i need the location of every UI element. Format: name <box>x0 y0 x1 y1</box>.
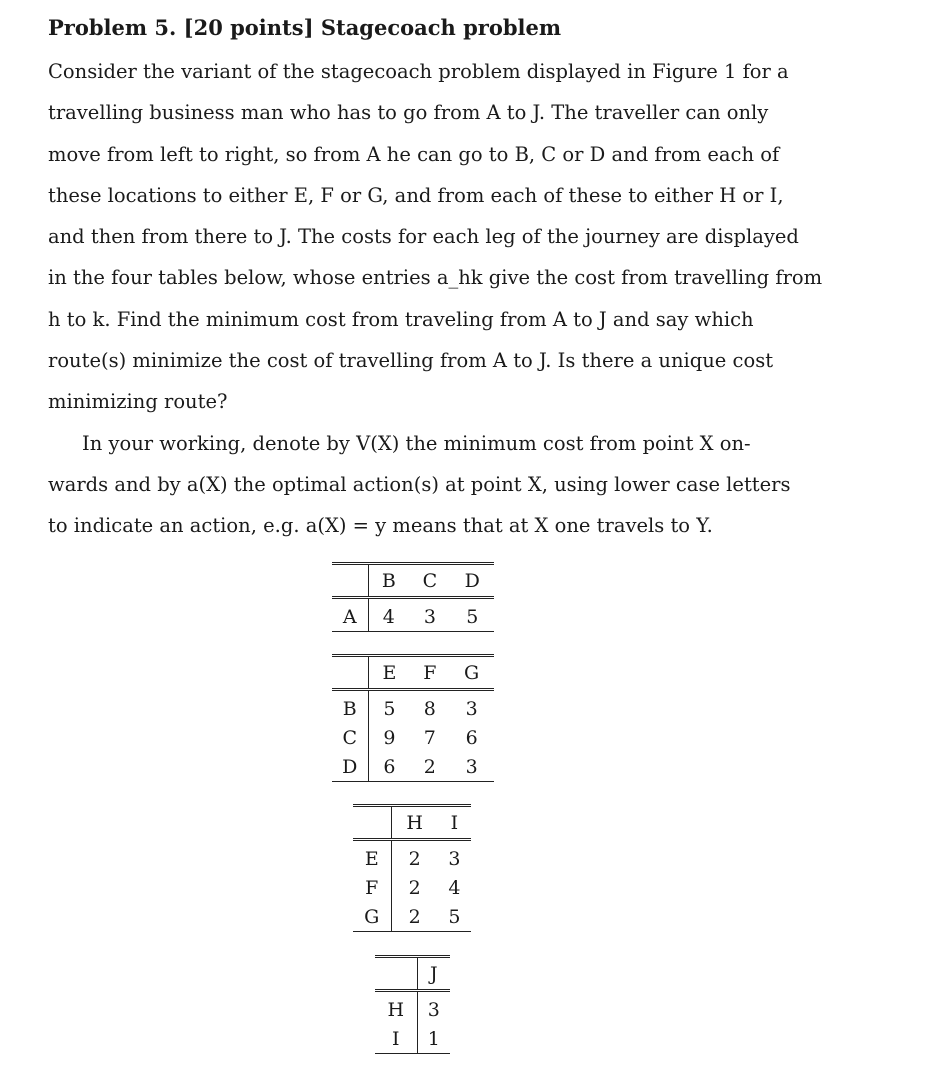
table-cell: 2 <box>410 752 449 782</box>
table-cell: 4 <box>448 876 461 899</box>
table-row <box>375 991 450 1025</box>
table-cell: 3 <box>427 998 440 1021</box>
text-line: to indicate an action, e.g. a(X) = y means that at X one travels to Y. <box>48 514 713 538</box>
text-line: h to k. Find the minimum cost from traveling from A to J and say which <box>48 307 754 331</box>
problem-paragraph-2 <box>48 423 791 547</box>
table-cell: 6 <box>465 726 478 749</box>
cost-table-efg <box>353 804 471 932</box>
text-line: and then from there to J. The costs for each leg of the journey are displayed <box>48 225 799 249</box>
table-cell: 5 <box>451 598 494 632</box>
column-header: J <box>417 957 450 991</box>
table-cell: 5 <box>438 902 471 932</box>
column-header: I <box>438 806 471 840</box>
text-line: Consider the variant of the stagecoach problem displayed in Figure 1 for a <box>48 60 789 83</box>
column-header: H <box>391 806 438 840</box>
table-row <box>353 902 471 932</box>
text-line: these locations to either E, F or G, and from each of these to either H or I, <box>48 183 784 207</box>
table-cell: 3 <box>409 598 450 632</box>
table-cell: 8 <box>423 697 436 720</box>
cost-table-bcd <box>332 654 494 782</box>
column-header: E <box>368 656 410 690</box>
table-cell: 3 <box>448 847 461 870</box>
cost-table-a <box>332 562 494 632</box>
column-header: D <box>451 564 494 598</box>
table-row <box>332 723 494 752</box>
problem-title: Problem 5. [20 points] Stagecoach problem <box>48 15 562 40</box>
table-cell: 2 <box>408 847 421 870</box>
cost-table-hi <box>375 955 450 1054</box>
table-cell: 2 <box>391 902 438 932</box>
table-cell: 3 <box>449 752 494 782</box>
table-cell: 1 <box>417 1024 450 1054</box>
table-cell: 2 <box>408 876 421 899</box>
table-row <box>332 752 494 782</box>
text-line: minimizing route? <box>48 390 228 414</box>
row-header: B <box>332 690 368 724</box>
text-line: travelling business man who has to go from A to J. The traveller can only <box>48 101 769 125</box>
row-header: F <box>353 873 391 902</box>
problem-document <box>48 12 823 547</box>
row-header: C <box>332 723 368 752</box>
column-header: F <box>410 656 449 690</box>
row-header: E <box>353 840 391 874</box>
column-header: G <box>449 656 494 690</box>
text-line: wards and by a(X) the optimal action(s) at point X, using lower case letters <box>48 472 791 496</box>
row-header: I <box>375 1024 417 1054</box>
text-line: route(s) minimize the cost of travelling from A to J. Is there a unique cost <box>48 349 774 373</box>
column-header: B <box>368 564 409 598</box>
table-cell: 3 <box>465 697 478 720</box>
column-header: C <box>409 564 450 598</box>
row-header: H <box>375 991 417 1025</box>
table-row <box>353 873 471 902</box>
table-cell: 7 <box>423 726 436 749</box>
table-cell: 9 <box>383 726 396 749</box>
text-line: move from left to right, so from A he can go to B, C or D and from each of <box>48 142 780 166</box>
text-line: In your working, denote by V(X) the minimum cost from point X on- <box>82 431 751 455</box>
text-line: in the four tables below, whose entries a_hk give the cost from travelling from <box>48 266 823 290</box>
table-row <box>375 1024 450 1054</box>
table-cell: 4 <box>368 598 409 632</box>
table-cell: 5 <box>383 697 396 720</box>
row-header: G <box>353 902 391 932</box>
problem-paragraph-1 <box>48 51 823 423</box>
table-row <box>353 840 471 874</box>
row-header: A <box>332 598 368 632</box>
row-header: D <box>332 752 368 782</box>
table-row <box>332 598 494 632</box>
table-cell: 6 <box>368 752 410 782</box>
table-row <box>332 690 494 724</box>
